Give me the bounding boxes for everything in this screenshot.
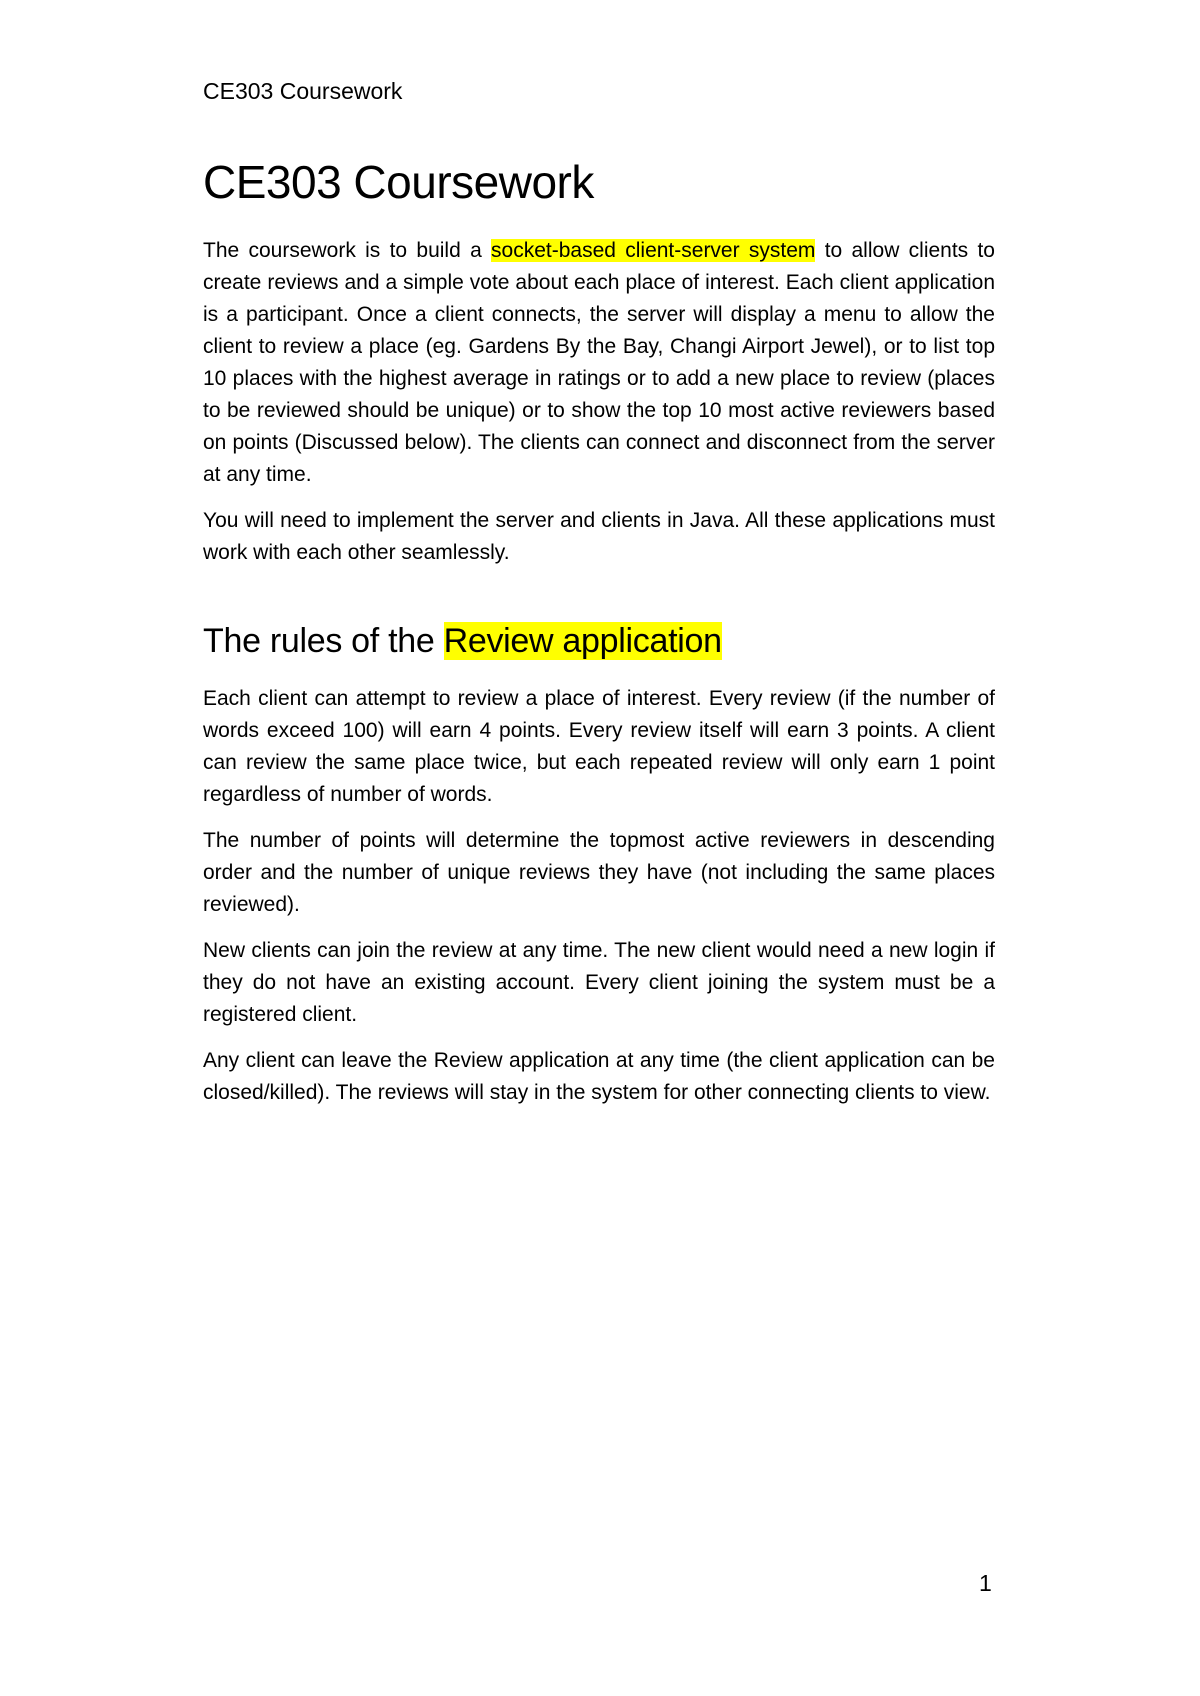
- java-note-paragraph: You will need to implement the server and clients in Java. All these applications must work with each other seamlessly.: [203, 509, 995, 564]
- rules-heading-highlight: Review application: [443, 622, 722, 660]
- intro-text-rest: to allow clients to create reviews and a simple vote about each place of interest. Each client application is a participant. Once a client connects, the server will display a menu to allow the client to review a place (eg. Gardens By the Bay, Changi Airport Jewel), or to list top 10 places with the highest average in ratings or to add a new place to review (places to be reviewed should be unique) or to show the top 10 most active reviewers based on points (Discussed below). The clients can connect and disconnect from the server at any time.: [203, 239, 995, 486]
- document-body: [203, 150, 995, 1109]
- page-number: 1: [979, 1570, 992, 1596]
- running-header: CE303 Coursework: [203, 78, 403, 104]
- intro-paragraph: [203, 235, 995, 491]
- highlighted-phrase: socket-based client-server system: [491, 239, 816, 262]
- intro-text-start: The coursework is to build a: [203, 239, 492, 262]
- rules-heading: [203, 618, 995, 664]
- rule-paragraph-ranking: The number of points will determine the topmost active reviewers in descending order and the number of unique reviews they have (not including the same places reviewed).: [203, 829, 995, 916]
- rules-heading-prefix: The rules of the: [203, 622, 444, 660]
- rule-paragraph-points: Each client can attempt to review a place of interest. Every review (if the number of words exceed 100) will earn 4 points. Every review itself will earn 3 points. A client can review the same place twice, but each repeated review will only earn 1 point regardless of number of words.: [203, 687, 995, 806]
- document-title: CE303 Coursework: [203, 156, 594, 208]
- rule-paragraph-leaving: Any client can leave the Review application at any time (the client application can be closed/killed). The reviews will stay in the system for other connecting clients to view.: [203, 1049, 995, 1104]
- rule-paragraph-new-clients: New clients can join the review at any time. The new client would need a new login if they do not have an existing account. Every client joining the system must be a registered client.: [203, 939, 995, 1026]
